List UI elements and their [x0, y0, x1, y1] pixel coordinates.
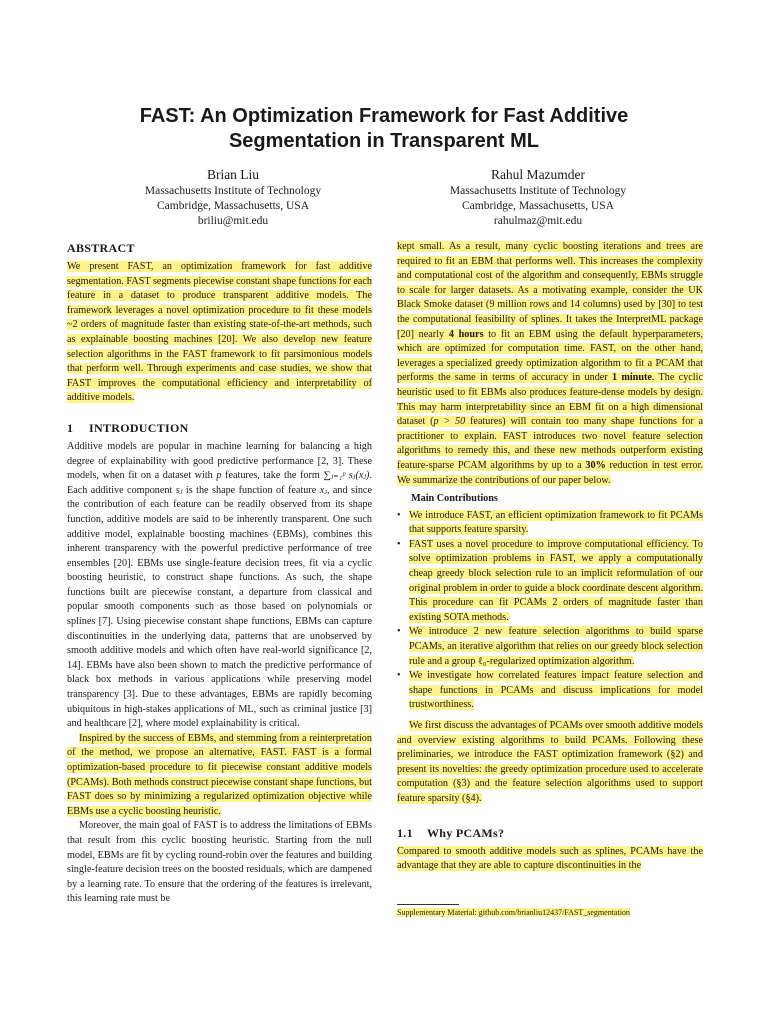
text-run: kept small. As a result, many cyclic boosting iterations and trees are required to fit an EBM that performs well. This increases the complexity and computational cost of the algorithm and consequently, EBMs struggle to scale for larger datasets. As a motivating example, consider the UK Black Smoke dataset (9 million rows and 14 columns) used by [30] to test the computational feasibility of splines. It takes the InterpretML package [20] nearly — [397, 241, 703, 340]
list-item — [397, 538, 703, 626]
section-title: INTRODUCTION — [89, 420, 189, 435]
bold-run: 4 hours — [448, 328, 484, 340]
right-column — [397, 240, 703, 874]
text-run: to fit an EBM using the default hyperparameters, which are optimized for computation time. FAST, on the other hand, leverages a specialized greedy optimization algorithm to fit a PCAM that performs the same in terms of accuracy in under — [397, 328, 703, 384]
contributions-list — [397, 509, 703, 713]
abstract-heading: ABSTRACT — [67, 241, 135, 255]
list-item — [397, 509, 703, 538]
why-highlight: Compared to smooth additive models such as splines, PCAMs have the advantage that they are able to capture discontinuities in the — [397, 845, 703, 872]
text-run: Additive models are popular in machine learning for balancing a high degree of explainability with good predictive performance [2, 3]. These models, when fit on a dataset with — [67, 440, 372, 482]
title-line-2: Segmentation in Transparent ML — [228, 130, 540, 152]
bullet-icon: • — [397, 538, 401, 550]
section-title: Why PCAMs? — [427, 825, 505, 840]
intro-paragraph-2 — [67, 732, 372, 820]
text-run: . The cyclic heuristic used to fit EBMs also produces feature-dense models by design. This may harm interpretability since an EBM fit on a high dimensional dataset ( — [397, 372, 703, 428]
author-location: Cambridge, Massachusetts, USA — [156, 200, 310, 212]
contribution-text: We introduce 2 new feature selection algorithms to build sparse PCAMs, an iterative algorithm that relies on our greedy block selection rule and a group ℓ₀-regularized optimization algorithm. — [409, 626, 703, 667]
abstract-highlight: We present FAST, an optimization framework for fast additive segmentation. FAST segments piecewise constant shape functions for each feature in a dataset to produce transparent additive models. The framework leverages a novel optimization procedure to fit these models ~2 orders of magnitude faster than existing state-of-the-art methods, such as explainable boosting machines [20]. We also develop new feature selection algorithms in the FAST framework to fit parsimonious models that perform well. Through experiments and case studies, we show that FAST improves the computational efficiency and interpretability of additive models. — [67, 261, 372, 404]
p3-highlight — [397, 241, 703, 486]
intro-heading — [67, 420, 372, 436]
author-name: Rahul Mazumder — [490, 167, 586, 182]
text-run: is the shape function of feature — [182, 484, 320, 496]
section-number: 1.1 — [397, 825, 413, 840]
overview-highlight: We first discuss the advantages of PCAMs over smooth additive models and overview existing algorithms to build PCAMs. Following these preliminaries, we introduce the FAST optimization framework (§2) and present its novelties: the greedy optimization procedure used to accelerate computation (§3) and the feature selection algorithms used to support feature sparsity (§4). — [397, 720, 704, 804]
contribution-text: We introduce FAST, an efficient optimization framework to fit PCAMs that supports feature sparsity. — [409, 509, 703, 536]
text-run: features) will contain too many shape functions for a practitioner to explain. FAST introduces two novel feature selection algorithms to remedy this, and these new methods outperform existing feature-sparse PCAM algorithms by up to a — [397, 416, 703, 471]
text-run: , and since the contribution of each feature can be readily observed from its shape function, additive models are said to be inherently transparent. One such additive model, explainable boosting machines (EBMs), combines this inherent transparency with the powerful predictive performance of tree ensembles [20]. EBMs use single-feature decision trees, fit via a cyclic boosting heuristic, to construct shape functions. As such, the shape functions built are piecewise constant, a departure from classical and popular smooth components such as those based on polynomials or splines [7]. Using piecewise constant shape functions, EBMs can capture discontinuities in the underlying data, patterns that are unobserved by smooth additive models and which often have real-world significance [2, 14]. EBMs have also been shown to match the predictive performance of black box methods in various applications while preserving model transparency [3]. Due to these advantages, EBMs are rapidly becoming ubiquitous in high-stakes applications of ML, such as criminal justice [3] and healthcare [2], where model explainability is critical. — [67, 484, 372, 730]
intro-paragraph-1 — [67, 440, 372, 732]
overview-paragraph — [397, 719, 703, 807]
text-run: features, take the form — [221, 470, 324, 482]
math-xj: xⱼ — [319, 484, 327, 496]
math-sj: sⱼ — [175, 484, 183, 496]
intro-paragraph-3-continued — [397, 240, 703, 488]
contribution-text: FAST uses a novel procedure to improve computational efficiency. To solve optimization problems in FAST, we apply a computationally cheap greedy block selection rule to an implicit reformulation of our original problem in order to guide a block coordinate descent algorithm. This procedure can fit PCAMs 2 orders of magnitude faster than existing SOTA methods. — [409, 538, 703, 623]
text-run: reduction in test error. We summarize the contributions of our paper below. — [397, 459, 703, 486]
why-pcams-heading — [397, 825, 703, 841]
author-name: Brian Liu — [206, 167, 260, 182]
abstract-text — [67, 260, 372, 406]
author-block-1 — [83, 166, 383, 229]
contributions-heading: Main Contributions — [411, 493, 498, 505]
list-item — [397, 669, 703, 713]
author-email: briliu@mit.edu — [197, 215, 269, 227]
paper-title — [0, 104, 768, 154]
footnote — [397, 907, 703, 918]
math-p: p — [216, 470, 222, 482]
math-p-gt-50: p > 50 — [433, 416, 466, 428]
author-affiliation: Massachusetts Institute of Technology — [144, 185, 322, 197]
author-block-2 — [388, 166, 688, 229]
author-location: Cambridge, Massachusetts, USA — [461, 200, 615, 212]
author-affiliation: Massachusetts Institute of Technology — [449, 185, 627, 197]
math-sum: ∑ⱼ₌₁ᵖ sⱼ(xⱼ) — [323, 470, 370, 482]
footnote-rule — [397, 904, 459, 905]
intro-p2-highlight: Inspired by the success of EBMs, and stemming from a reinterpretation of the method, we propose an alternative, FAST. FAST is a formal optimization-based procedure to fit piecewise constant additive models (PCAMs). Both methods construct piecewise constant shape functions, but FAST does so by minimizing a regularized optimization objective while EBMs use a cyclic boosting heuristic. — [67, 732, 373, 817]
contribution-text: We investigate how correlated features impact feature selection and shape functions in PCAMs and discuss implications for model trustworthiness. — [409, 670, 703, 711]
bold-run: 30% — [585, 459, 606, 471]
text-run: . Each additive component — [67, 470, 372, 496]
footnote-highlight: Supplementary Material: github.com/brianliu12437/FAST_segmentation — [397, 908, 630, 917]
list-item — [397, 625, 703, 669]
why-pcams-text — [397, 845, 703, 874]
section-number: 1 — [67, 420, 74, 435]
title-line-1: FAST: An Optimization Framework for Fast Additive — [139, 105, 629, 127]
bullet-icon: • — [397, 670, 401, 682]
bold-run: 1 minute — [611, 372, 652, 384]
bullet-icon: • — [397, 626, 401, 638]
intro-paragraph-3: Moreover, the main goal of FAST is to address the limitations of EBMs that result from this cyclic boosting heuristic. Starting from the null model, EBMs are fit by cycling round-robin over the features and building single-feature decision trees on the boosted residuals, which are dampened by a learning rate. To ensure that the ordering of the features is irrelevant, this learning rate must be — [67, 820, 372, 905]
author-email: rahulmaz@mit.edu — [493, 215, 583, 227]
bullet-icon: • — [397, 509, 401, 521]
left-column — [67, 240, 372, 907]
